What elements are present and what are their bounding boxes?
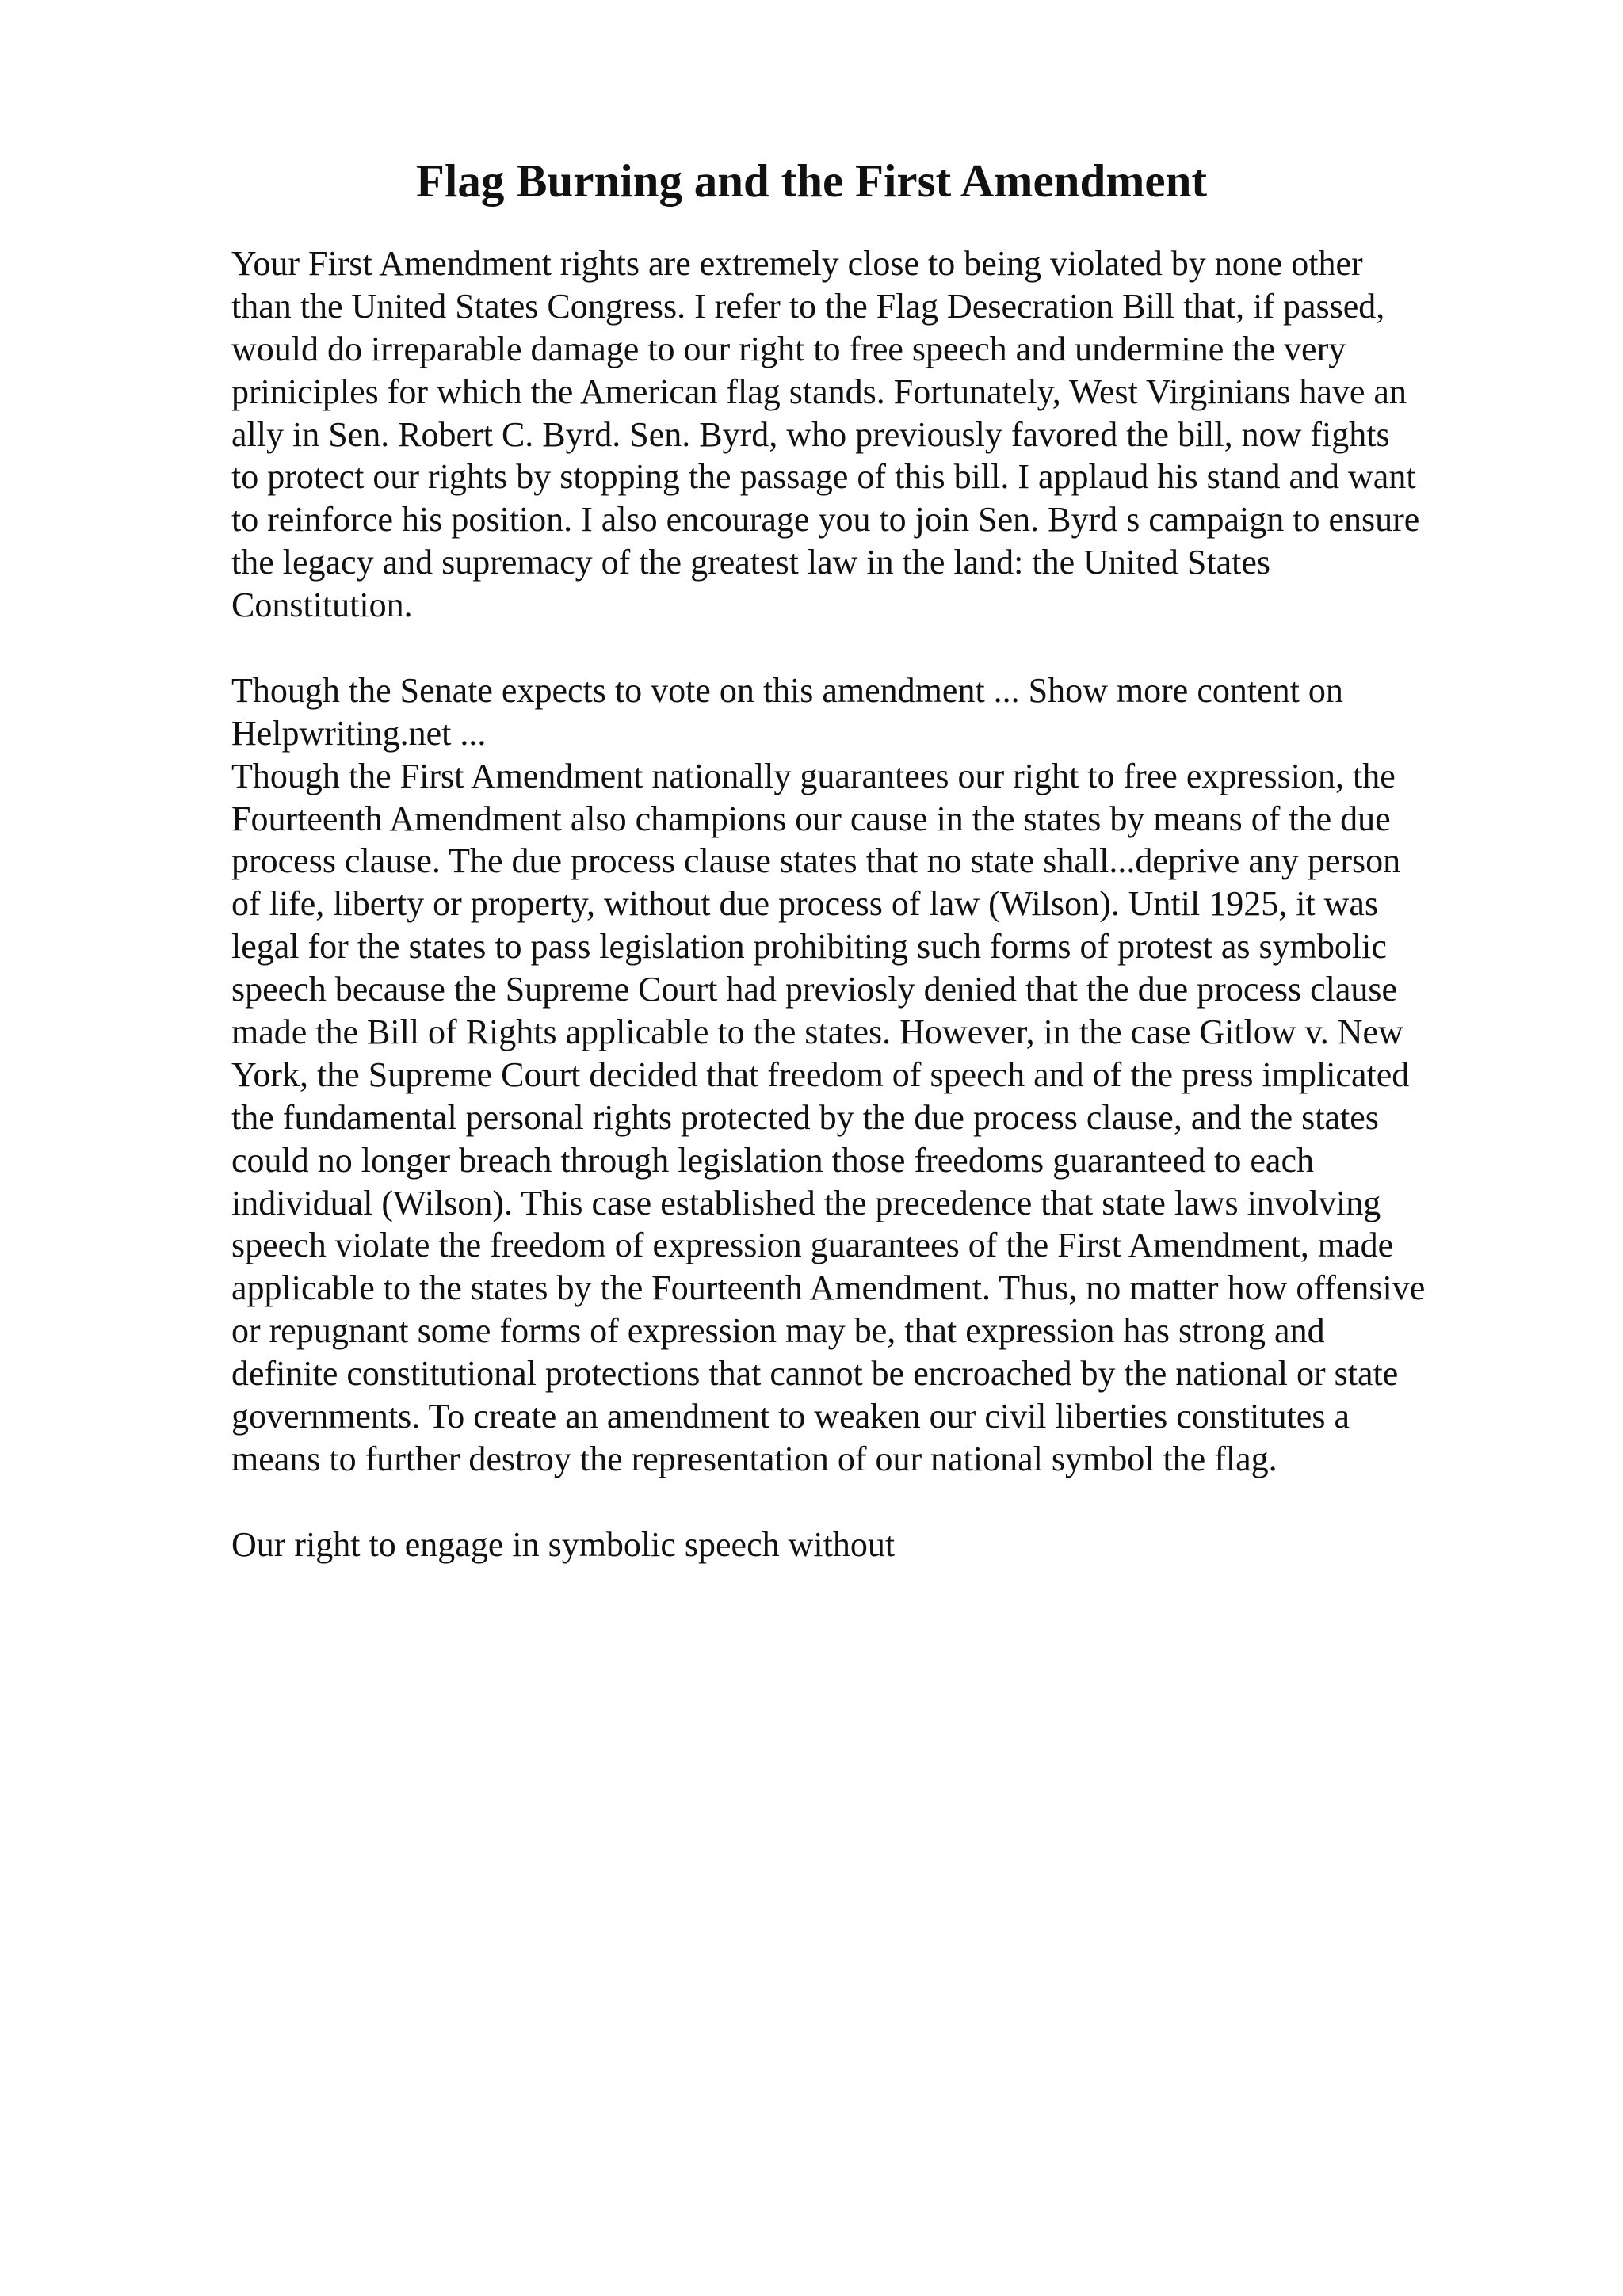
text-line: to protect our rights by stopping the passage of this bill. I applaud his stand and want	[231, 457, 1416, 497]
text-line: York, the Supreme Court decided that freedom of speech and of the press implicated	[231, 1055, 1410, 1094]
text-line: of life, liberty or property, without due process of law (Wilson). Until 1925, it was	[231, 884, 1379, 924]
paragraph-gap	[231, 1481, 1515, 1524]
text-line: definite constitutional protections that cannot be encroached by the national or state	[231, 1354, 1399, 1394]
text-line: Though the Senate expects to vote on this amendment ... Show more content on	[231, 670, 1343, 710]
paragraph-gap	[231, 627, 1515, 669]
text-line: Helpwriting.net ...	[231, 713, 487, 753]
text-line: made the Bill of Rights applicable to the states. However, in the case Gitlow v. New	[231, 1013, 1403, 1052]
text-line: Constitution.	[231, 585, 413, 625]
document-title: Flag Burning and the First Amendment	[415, 154, 1208, 207]
paragraph	[231, 1524, 1515, 1566]
paragraph	[231, 669, 1515, 1481]
text-line: Your First Amendment rights are extremely close to being violated by none other	[231, 244, 1363, 283]
text-line: speech violate the freedom of expression guarantees of the First Amendment, made	[231, 1226, 1394, 1265]
text-line: than the United States Congress. I refer to the Flag Desecration Bill that, if passed,	[231, 286, 1385, 326]
text-line: Our right to engage in symbolic speech without	[231, 1524, 896, 1564]
text-line: applicable to the states by the Fourteenth Amendment. Thus, no matter how offensive	[231, 1268, 1426, 1308]
text-line: ally in Sen. Robert C. Byrd. Sen. Byrd, who previously favored the bill, now fights	[231, 414, 1390, 454]
text-line: speech because the Supreme Court had previosly denied that the due process clause	[231, 970, 1398, 1009]
text-line: would do irreparable damage to our right to free speech and undermine the very	[231, 329, 1346, 368]
text-line: or repugnant some forms of expression may be, that expression has strong and	[231, 1311, 1325, 1351]
text-line: priniciples for which the American flag stands. Fortunately, West Virginians have an	[231, 372, 1407, 411]
text-line: governments. To create an amendment to weaken our civil liberties constitutes a	[231, 1397, 1350, 1436]
text-line: could no longer breach through legislation those freedoms guaranteed to each	[231, 1140, 1314, 1180]
text-line: Fourteenth Amendment also champions our cause in the states by means of the due	[231, 799, 1391, 838]
text-line: to reinforce his position. I also encourage you to join Sen. Byrd s campaign to ensure	[231, 500, 1420, 540]
text-line: the legacy and supremacy of the greatest law in the land: the United States	[231, 543, 1270, 582]
text-line: individual (Wilson). This case established the precedence that state laws involving	[231, 1183, 1381, 1222]
text-line: Though the First Amendment nationally guarantees our right to free expression, the	[231, 756, 1396, 795]
text-line: the fundamental personal rights protected by the due process clause, and the states	[231, 1097, 1379, 1137]
document-body	[231, 242, 1515, 1566]
text-line: process clause. The due process clause states that no state shall...deprive any person	[231, 841, 1401, 881]
paragraph	[231, 242, 1515, 627]
text-line: means to further destroy the representation of our national symbol the flag.	[231, 1439, 1277, 1478]
text-line: legal for the states to pass legislation prohibiting such forms of protest as symbolic	[231, 927, 1387, 967]
